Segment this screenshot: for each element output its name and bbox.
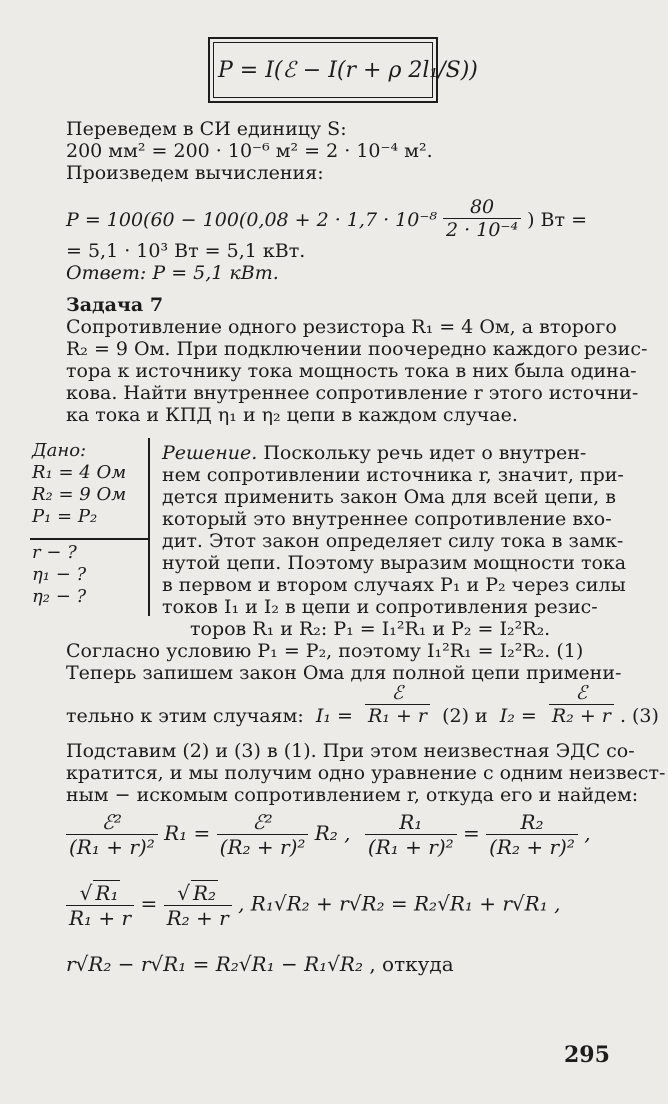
equation-text: = (140, 891, 158, 916)
calc-numerator: 80 (443, 196, 521, 219)
ohm-law-text: (2) и (442, 704, 488, 727)
answer-value: P = 5,1 кВт. (152, 262, 279, 284)
fraction-denominator: R₁ + r (69, 906, 132, 930)
fraction-denominator: (R₂ + r)² (489, 835, 575, 859)
text-line: 200 мм² = 200 · 10⁻⁶ м² = 2 · 10⁻⁴ м². (66, 140, 433, 162)
boxed-formula: P = I(ℰ − I(r + ρ 2l₁/S)) (218, 58, 478, 83)
equation-text: , (584, 821, 591, 845)
fraction-numerator: R₂ (486, 810, 578, 835)
text-line: кратится, и мы получим одно уравнение с одним неизвест- (66, 762, 666, 784)
page-number: 295 (564, 1042, 610, 1068)
fraction-numerator: ℰ (365, 682, 430, 705)
answer-label: Ответ: (66, 262, 147, 284)
ohm-law-text: . (3) (619, 704, 659, 727)
fraction-numerator: R₁ (365, 810, 457, 835)
equation-text: = (463, 821, 480, 845)
equation-row-1 (66, 810, 591, 859)
calc-right: ) Вт = (527, 208, 587, 231)
equation-text: r√R₂ − r√R₁ = R₂√R₁ − R₁√R₂ (66, 952, 363, 976)
calc-left: P = 100(60 − 100(0,08 + 2 · 1,7 · 10⁻⁸ (66, 208, 437, 231)
current-1-fraction (365, 682, 430, 727)
fraction-numerator: ℰ² (217, 810, 309, 835)
text-line: ным − искомым сопротивлением r, откуда его и найдем: (66, 784, 639, 806)
task-title: Задача 7 (66, 294, 164, 316)
equation-text: R₁ = (164, 821, 211, 845)
fraction-denominator: R₂ + r (551, 705, 611, 727)
fraction-numerator: √ R₁ (66, 880, 134, 906)
fraction-denominator: (R₁ + r)² (69, 835, 155, 859)
solution-line: в первом и втором случаях P₁ и P₂ через силы (162, 574, 626, 596)
task-text: R₂ = 9 Ом. При подключении поочередно каждого резис- (66, 338, 648, 360)
equation-text: , откуда (369, 952, 454, 976)
solution-text: Поскольку речь идет о внутрен- (257, 442, 587, 464)
find-item: η₁ − ? (32, 564, 87, 585)
fraction-denominator: (R₂ + r)² (219, 835, 306, 859)
solution-line: торов R₁ и R₂: P₁ = I₁²R₁ и P₂ = I₂²R₂. (190, 618, 551, 640)
radicand: R₂ (192, 881, 217, 905)
find-item: η₂ − ? (32, 586, 87, 607)
solution-line: дется применить закон Ома для всей цепи, в (162, 486, 616, 508)
fraction-denominator: R₂ + r (166, 906, 229, 930)
equation-row-3 (66, 952, 454, 976)
ohm-law-line (66, 682, 659, 734)
radicand: R₁ (95, 881, 119, 905)
fraction-denominator: (R₁ + r)² (367, 835, 454, 859)
text-line: Произведем вычисления: (66, 162, 324, 184)
given-divider-horizontal (30, 538, 148, 540)
equation-fraction (365, 810, 457, 859)
fraction-numerator: ℰ² (66, 810, 158, 835)
text-line: Согласно условию P₁ = P₂, поэтому I₁²R₁ = I₂²R₂. (1) (66, 640, 584, 662)
given-title: Дано: (32, 440, 87, 461)
equation-row-2 (66, 880, 560, 930)
solution-label: Решение. (162, 442, 258, 464)
task-text: Сопротивление одного резистора R₁ = 4 Ом, а второго (66, 316, 617, 338)
current-2-label: I₂ = (499, 704, 537, 727)
given-item: P₁ = P₂ (32, 506, 98, 527)
fraction-denominator: R₁ + r (368, 705, 428, 727)
text-line: Подставим (2) и (3) в (1). При этом неизвестная ЭДС со- (66, 740, 635, 762)
task-text: ка тока и КПД η₁ и η₂ цепи в каждом случае. (66, 404, 518, 426)
equation-fraction (486, 810, 578, 859)
fraction-numerator: ℰ (549, 682, 614, 705)
solution-line (162, 442, 586, 464)
solution-line: нем сопротивлении источника r, значит, при- (162, 464, 624, 486)
task-text: кова. Найти внутреннее сопротивление r этого источни- (66, 382, 639, 404)
given-divider-vertical (148, 438, 150, 616)
text-line: = 5,1 · 10³ Вт = 5,1 кВт. (66, 240, 306, 262)
answer-line (66, 262, 279, 284)
solution-line: который это внутреннее сопротивление вхо- (162, 508, 612, 530)
ohm-law-text: тельно к этим случаям: (66, 704, 304, 727)
text-line: Теперь запишем закон Ома для полной цепи примени- (66, 662, 622, 684)
text-line: Переведем в СИ единицу S: (66, 118, 347, 140)
current-1-label: I₁ = (315, 704, 353, 727)
calculation-line (66, 184, 587, 240)
calc-fraction (443, 196, 521, 241)
solution-line: дит. Этот закон определяет силу тока в замк- (162, 530, 624, 552)
equation-fraction (217, 810, 309, 859)
task-text: тора к источнику тока мощность тока в них была одина- (66, 360, 637, 382)
given-item: R₂ = 9 Ом (32, 484, 127, 505)
given-item: R₁ = 4 Ом (32, 462, 127, 483)
equation-text: , R₁√R₂ + r√R₂ = R₂√R₁ + r√R₁ , (238, 891, 561, 916)
equation-text: R₂ , (314, 821, 351, 845)
current-2-fraction (549, 682, 614, 727)
equation-fraction (164, 880, 232, 930)
given-block (32, 440, 144, 608)
calc-denominator: 2 · 10⁻⁴ (446, 219, 519, 241)
solution-line: нутой цепи. Поэтому выразим мощности тока (162, 552, 627, 574)
solution-line: токов I₁ и I₂ в цепи и сопротивления резис- (162, 596, 598, 618)
equation-fraction (66, 810, 158, 859)
find-item: r − ? (32, 542, 77, 563)
equation-fraction (66, 880, 134, 930)
fraction-numerator: √ R₂ (164, 880, 232, 906)
